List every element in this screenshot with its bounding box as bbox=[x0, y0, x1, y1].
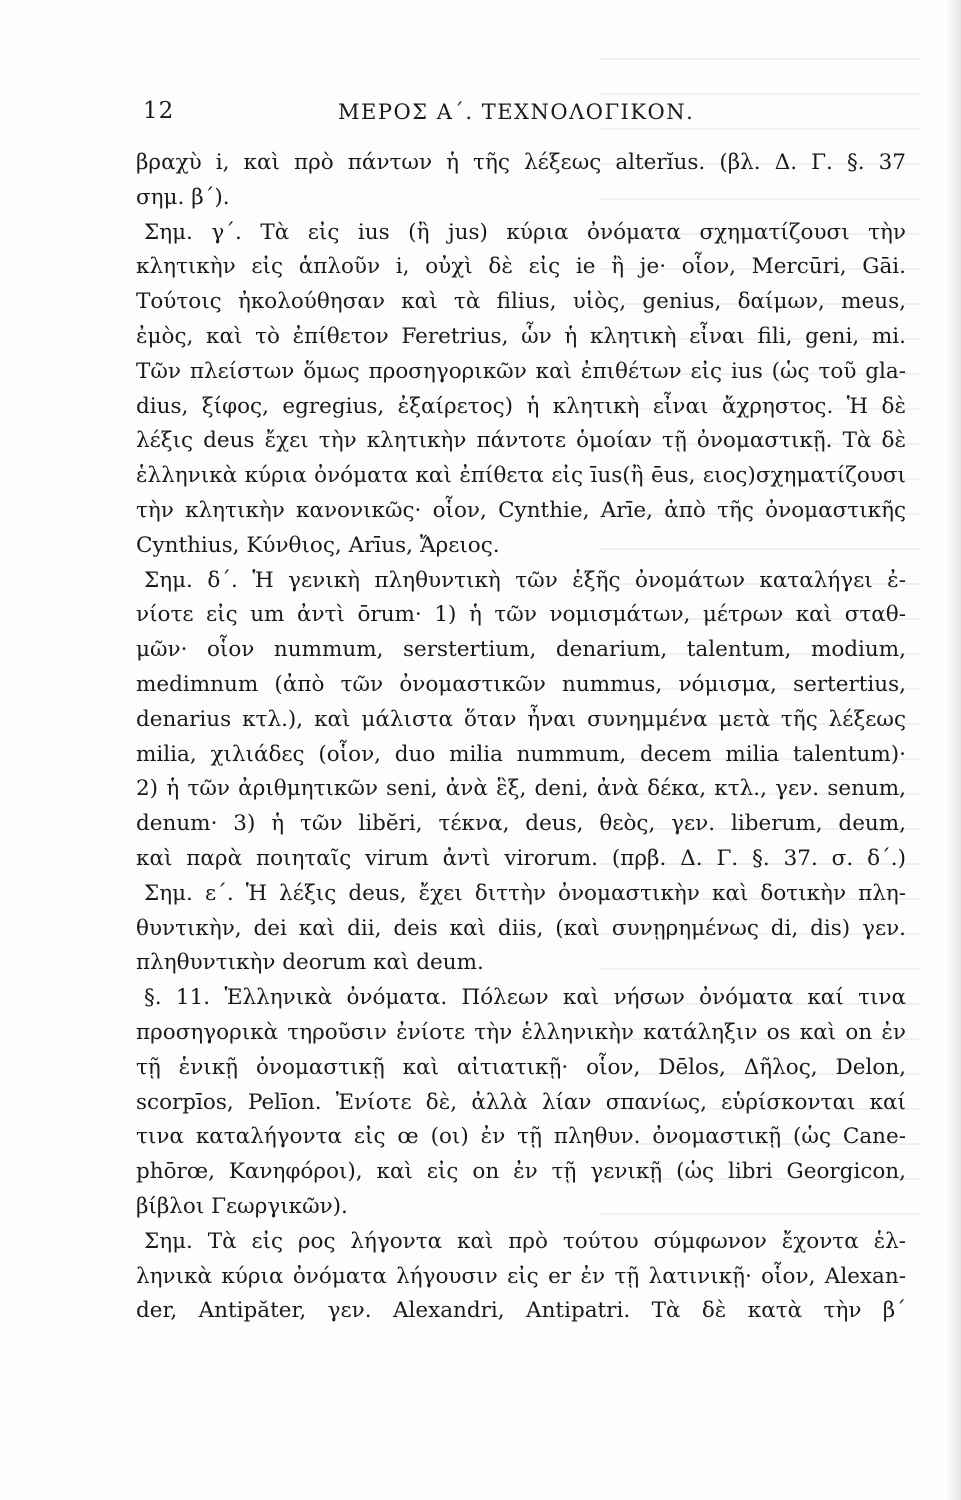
text-line: μῶν· οἷον nummum, serstertium, denarium, talentum, modium, bbox=[136, 637, 906, 663]
text-line: der, Antipăter, γεν. Alexandri, Antipatri. Τὰ δὲ κατὰ τὴν β΄ bbox=[136, 1298, 906, 1324]
text-line: Τῶν πλείστων ὅμως προσηγορικῶν καὶ ἐπιθέτων εἰς ius (ὡς τοῦ gla- bbox=[136, 358, 906, 384]
text-line: denum· 3) ἡ τῶν libĕri, τέκνα, deus, θεὸς, γεν. liberum, deum, bbox=[136, 811, 906, 837]
text-line: scorpīos, Pelīon. Ἐνίοτε δὲ, ἀλλὰ λίαν σπανίως, εὑρίσκονται καί bbox=[136, 1089, 906, 1115]
text-line: βραχὺ i, καὶ πρὸ πάντων ἡ τῆς λέξεως alterĭus. (βλ. Δ. Γ. §. 37 bbox=[136, 150, 906, 175]
text-line: 2) ἡ τῶν ἀριθμητικῶν seni, ἀνὰ ἓξ, deni, ἀνὰ δέκα, κτλ., γεν. senum, bbox=[136, 776, 906, 802]
text-line: νίοτε εἰς um ἀντὶ ōrum· 1) ἡ τῶν νομισμάτων, μέτρων καὶ σταθ- bbox=[136, 602, 906, 628]
text-line: medimnum (ἀπὸ τῶν ὀνομαστικῶν nummus, νόμισμα, sertertius, bbox=[136, 671, 906, 697]
section-heading-line: §. 11. Ἑλληνικὰ ὀνόματα. Πόλεων καὶ νήσων ὀνόματα καί τινα bbox=[144, 985, 906, 1011]
running-head: ΜΕΡΟΣ Α΄. ΤΕΧΝΟΛΟΓΙΚΟΝ. bbox=[338, 100, 695, 124]
text-line: milia, χιλιάδες (οἷον, duo milia nummum, decem milia talentum)· bbox=[136, 741, 906, 767]
text-line: τὴν κλητικὴν κανονικῶς· οἷον, Cynthie, Arīe, ἀπὸ τῆς ὀνομαστικῆς bbox=[136, 497, 906, 523]
text-line: Σημ. Τὰ εἰς ρος λήγοντα καὶ πρὸ τούτου σύμφωνον ἔχοντα ἑλ- bbox=[144, 1228, 906, 1254]
text-line: σημ. β΄). bbox=[136, 184, 230, 210]
body-text bbox=[136, 146, 906, 1329]
text-line: ληνικὰ κύρια ὀνόματα λήγουσιν εἰς er ἐν τῇ λατινικῇ· οἷον, Alexan- bbox=[136, 1263, 906, 1289]
text-line: τινα καταλήγοντα εἰς œ (οι) ἐν τῇ πληθυν. ὀνομαστικῇ (ὡς Cane- bbox=[136, 1124, 906, 1150]
text-line: λέξις deus ἔχει τὴν κλητικὴν πάντοτε ὁμοίαν τῇ ὀνομαστικῇ. Τὰ δὲ bbox=[136, 428, 906, 454]
text-line: ἐμὸς, καὶ τὸ ἐπίθετον Feretrius, ὧν ἡ κλητικὴ εἶναι fili, geni, mi. bbox=[136, 323, 906, 349]
page-edge-shadow bbox=[947, 0, 961, 1500]
text-line: πληθυντικὴν deorum καὶ deum. bbox=[136, 950, 484, 976]
text-line: phōrœ, Κανηφόροι), καὶ εἰς on ἐν τῇ γενικῇ (ὡς libri Georgicon, bbox=[136, 1159, 906, 1185]
text-line: denarius κτλ.), καὶ μάλιστα ὅταν ἦναι συνημμένα μετὰ τῆς λέξεως bbox=[136, 706, 906, 732]
text-line: dius, ξίφος, egregius, ἐξαίρετος) ἡ κλητικὴ εἶναι ἄχρηστος. Ἡ δὲ bbox=[136, 393, 906, 419]
text-line: κλητικὴν εἰς ἁπλοῦν i, οὐχὶ δὲ εἰς ie ἢ je· οἷον, Mercūri, Gāi. bbox=[136, 254, 906, 280]
text-line: Σημ. ε΄. Ἡ λέξις deus, ἔχει διττὴν ὀνομαστικὴν καὶ δοτικὴν πλη- bbox=[144, 880, 906, 906]
text-line: θυντικὴν, dei καὶ dii, deis καὶ diis, (καὶ συνῃρημένως di, dis) γεν. bbox=[136, 915, 906, 941]
page-number: 12 bbox=[143, 98, 175, 124]
text-line: ἑλληνικὰ κύρια ὀνόματα καὶ ἐπίθετα εἰς īus(ἢ ēus, ειος)σχηματίζουσι bbox=[136, 463, 906, 489]
page-header bbox=[143, 98, 893, 134]
text-line: καὶ παρὰ ποιηταῖς virum ἀντὶ virorum. (πρβ. Δ. Γ. §. 37. σ. δ΄.) bbox=[136, 845, 906, 871]
text-line: Σημ. γ΄. Τὰ εἰς ius (ἢ jus) κύρια ὀνόματα σχηματίζουσι τὴν bbox=[144, 219, 906, 245]
text-line: τῇ ἑνικῇ ὀνομαστικῇ καὶ αἰτιατικῇ· οἷον, Dēlos, Δῆλος, Delon, bbox=[136, 1054, 906, 1080]
text-line: Cynthius, Κύνθιος, Arīus, Ἄρειος. bbox=[136, 532, 500, 558]
text-line: προσηγορικὰ τηροῦσιν ἐνίοτε τὴν ἑλληνικὴν κατάληξιν os καὶ on ἐν bbox=[136, 1019, 906, 1045]
text-line: Σημ. δ΄. Ἡ γενικὴ πληθυντικὴ τῶν ἑξῆς ὀνομάτων καταλήγει ἐ- bbox=[144, 567, 906, 593]
text-line: Τούτοις ἠκολούθησαν καὶ τὰ filius, υἱὸς, genius, δαίμων, meus, bbox=[136, 289, 906, 315]
text-line: βίβλοι Γεωργικῶν). bbox=[136, 1193, 348, 1219]
